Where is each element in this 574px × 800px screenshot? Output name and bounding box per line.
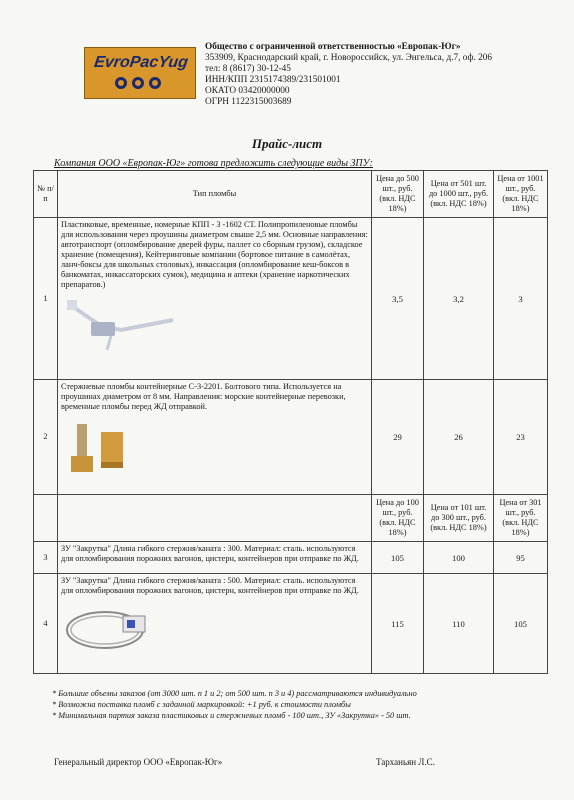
table-row [34, 218, 548, 380]
row-desc-text: Пластиковые, временные, номерные КПП - 3 -1602 СТ. Полипропиленовые пломбы для использования через проушины диаметром свыше 2,5 мм. Основные направления: автотранспорт (опломбирование дверей фуры, паллет со сборным грузом), складское хранение (помещения), Кейтеринговые компании (бортовое питание в самолётах, ланч-боксы для школьных столовых), инкассация (опломбирование кеш-боксов в банкоматах, инкассаторских сумок), медицина и аптеки (хранение наркотических препаратов.) [61, 220, 368, 289]
company-phone: тел: 8 (8617) 30-12-45 [205, 64, 291, 74]
header-price2: Цена от 501 шт. до 1000 шт., руб. (вкл. НДС 18%) [424, 171, 494, 218]
footnote: * Большие объемы заказов (от 3000 шт. п 1 и 2; от 500 шт. п 3 и 4) рассматриваются индивидуально [52, 689, 417, 698]
row-price3: 23 [494, 380, 548, 495]
company-inn: ИНН/КПП 2315174389/231501001 [205, 75, 341, 85]
row-price1: 3,5 [372, 218, 424, 380]
price-table [33, 170, 548, 674]
row-desc-text: ЗУ "Закрутка" Длина гибкого стержня/каната : 500. Материал: сталь. используются для опломбирования порожних вагонов, цистерн, контейнеров при отправке по ЖД. [61, 576, 359, 595]
row-num: 2 [34, 380, 58, 495]
row-num: 3 [34, 542, 58, 574]
row-description [58, 380, 372, 495]
subheader-price1: Цена до 100 шт., руб. (вкл. НДС 18%) [372, 495, 424, 542]
row-price3: 105 [494, 574, 548, 674]
company-details [205, 42, 535, 108]
subheader-empty [34, 495, 58, 542]
header-num: № п/п [34, 171, 58, 218]
cable-seal-image [61, 602, 368, 658]
page-title: Прайс-лист [251, 136, 323, 151]
row-price3: 3 [494, 218, 548, 380]
row-description: ЗУ "Закрутка" Длина гибкого стержня/каната : 300. Материал: сталь. используются для опломбирования порожних вагонов, цистерн, контейнеров при отправке по ЖД. [58, 542, 372, 574]
row-num: 4 [34, 574, 58, 674]
row-price2: 110 [424, 574, 494, 674]
subheader-empty [58, 495, 372, 542]
row-price3: 95 [494, 542, 548, 574]
signature-position: Генеральный директор ООО «Европак-Юг» [54, 757, 223, 767]
table-row [34, 380, 548, 495]
row-price1: 29 [372, 380, 424, 495]
table-header-row [34, 171, 548, 218]
company-logo [84, 47, 196, 99]
signature-name: Тарханьян Л.С. [376, 757, 435, 767]
row-price2: 100 [424, 542, 494, 574]
row-price2: 3,2 [424, 218, 494, 380]
footnotes [52, 688, 552, 721]
company-address: 353909, Краснодарский край, г. Новороссийск, ул. Энгельса, д.7, оф. 206 [205, 53, 493, 63]
footnote: * Возможна поставка пломб с заданной маркировкой: +1 руб. к стоимости пломбы [52, 700, 351, 709]
row-price1: 115 [372, 574, 424, 674]
header-price3: Цена от 1001 шт., руб. (вкл. НДС 18%) [494, 171, 548, 218]
logo-rings-icon [115, 77, 161, 89]
row-num: 1 [34, 218, 58, 380]
header-price1: Цена до 500 шт., руб. (вкл. НДС 18%) [372, 171, 424, 218]
table-row [34, 542, 548, 574]
row-desc-text: Стержневые пломбы контейнерные С-3-2201. Болтового типа. Используется на проушинах диаметром от 8 мм. Направления: морские контейнерные перевозки, временные пломбы перед ЖД отправкой. [61, 382, 346, 411]
bolt-seal-image [61, 418, 368, 478]
logo-text: EvroPacYug [93, 54, 190, 71]
table-row [34, 574, 548, 674]
plastic-seal-image [61, 296, 368, 352]
header-type: Тип пломбы [58, 171, 372, 218]
company-name: Общество с ограниченной ответственностью «Европак-Юг» [205, 42, 461, 52]
company-ogrn: ОГРН 1122315003689 [205, 97, 292, 107]
row-price2: 26 [424, 380, 494, 495]
footnote: * Минимальная партия заказа пластиковых и стержневых пломб - 100 шт., ЗУ «Закрутка» - 50 шт. [52, 711, 411, 720]
company-okato: ОКАТО 03420000000 [205, 86, 290, 96]
row-description [58, 574, 372, 674]
subheader-price3: Цена от 301 шт., руб. (вкл. НДС 18%) [494, 495, 548, 542]
row-description [58, 218, 372, 380]
row-price1: 105 [372, 542, 424, 574]
intro-text: Компания ООО «Европак-Юг» готова предложить следующие виды ЗПУ: [54, 158, 373, 169]
subheader-price2: Цена от 101 шт. до 300 шт., руб. (вкл. НДС 18%) [424, 495, 494, 542]
table-subheader-row [34, 495, 548, 542]
